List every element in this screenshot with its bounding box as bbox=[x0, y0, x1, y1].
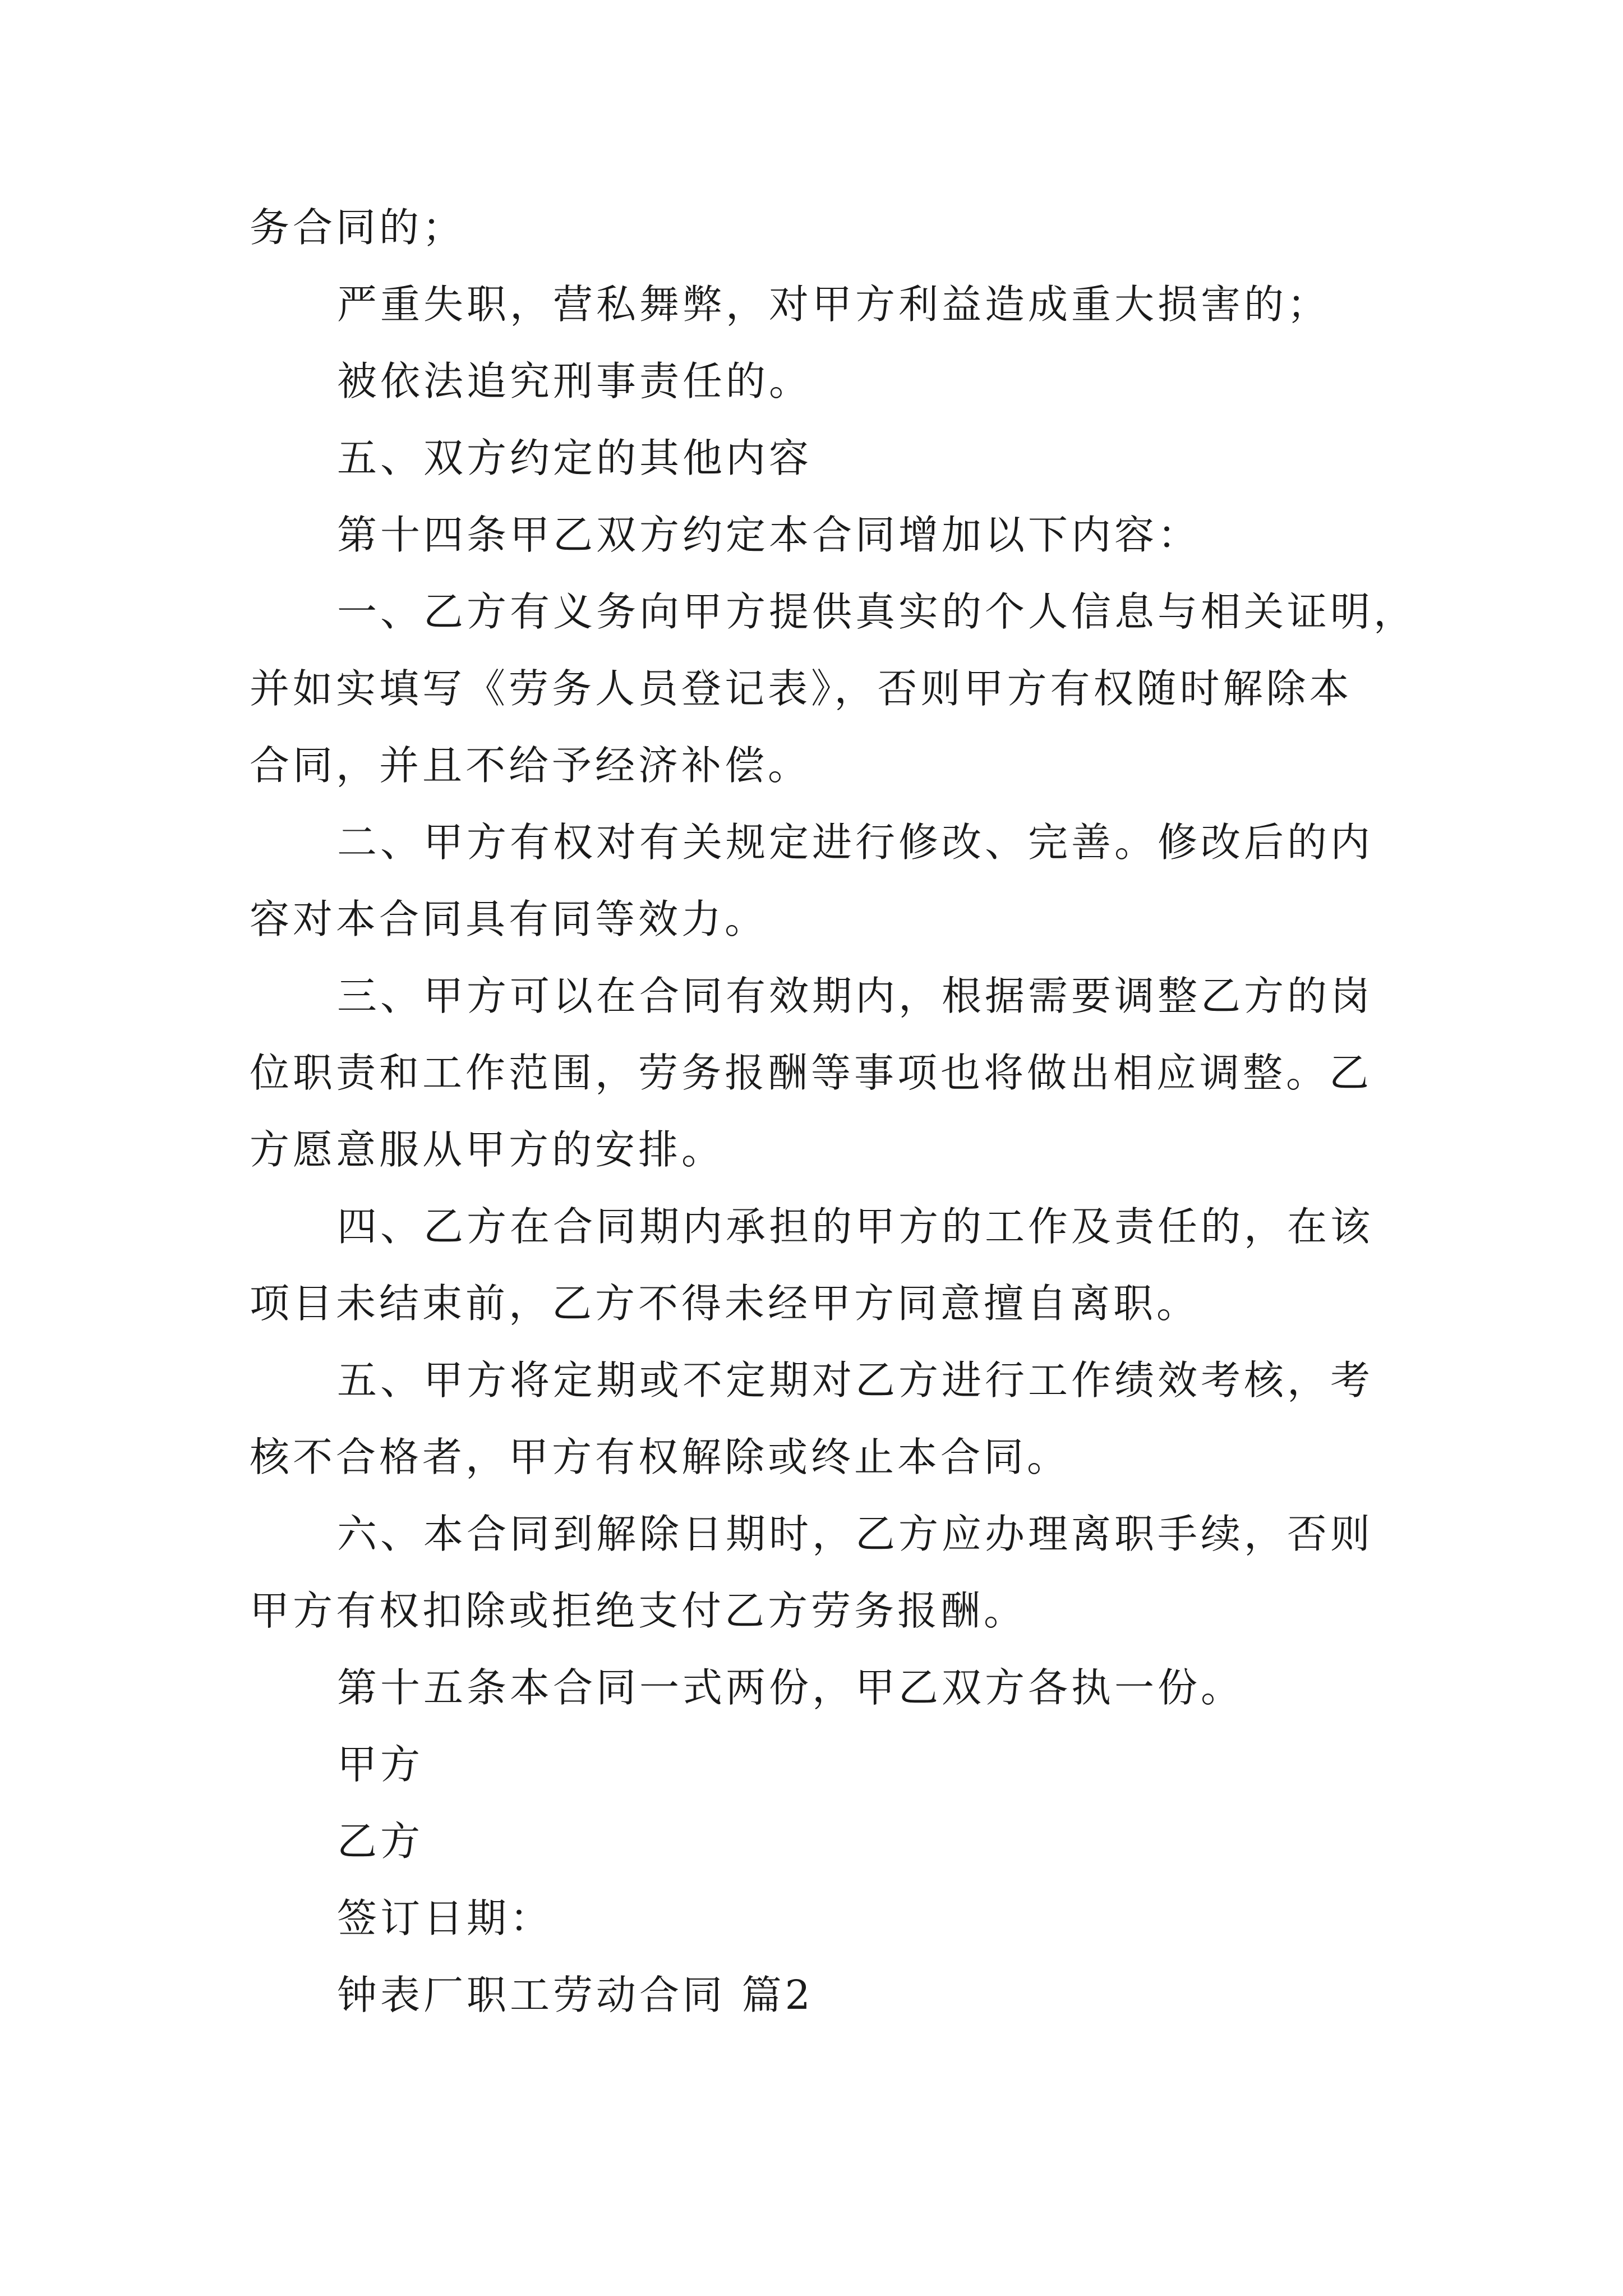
text-line: 并如实填写《劳务人员登记表》，否则甲方有权随时解除本 bbox=[250, 665, 1353, 712]
section-heading: 五、双方约定的其他内容 bbox=[337, 435, 813, 481]
party-b-label: 乙方 bbox=[337, 1818, 424, 1865]
text-line: 项目未结束前，乙方不得未经甲方同意擅自离职。 bbox=[250, 1280, 1200, 1327]
text-line: 位职责和工作范围，劳务报酬等事项也将做出相应调整。乙 bbox=[250, 1050, 1373, 1096]
text-line: 一、乙方有义务向甲方提供真实的个人信息与相关证明， bbox=[337, 588, 1417, 635]
text-line: 容对本合同具有同等效力。 bbox=[250, 896, 768, 942]
text-line: 甲方有权扣除或拒绝支付乙方劳务报酬。 bbox=[250, 1588, 1027, 1634]
text-line: 被依法追究刑事责任的。 bbox=[337, 358, 813, 404]
text-line: 务合同的； bbox=[250, 204, 466, 251]
next-section-title: 钟表厂职工劳动合同 篇2 bbox=[337, 1972, 814, 2018]
signing-date-label: 签订日期： bbox=[337, 1895, 554, 1941]
text-line: 四、乙方在合同期内承担的甲方的工作及责任的，在该 bbox=[337, 1203, 1374, 1250]
text-line: 核不合格者，甲方有权解除或终止本合同。 bbox=[250, 1434, 1071, 1480]
text-line: 合同，并且不给予经济补偿。 bbox=[250, 742, 811, 789]
text-line: 方愿意服从甲方的安排。 bbox=[250, 1126, 725, 1173]
article-line: 第十四条甲乙双方约定本合同增加以下内容： bbox=[337, 512, 1201, 558]
article-line: 第十五条本合同一式两份，甲乙双方各执一份。 bbox=[337, 1664, 1244, 1711]
party-a-label: 甲方 bbox=[337, 1741, 424, 1788]
text-line: 二、甲方有权对有关规定进行修改、完善。修改后的内 bbox=[337, 819, 1374, 866]
text-line: 三、甲方可以在合同有效期内，根据需要调整乙方的岗 bbox=[337, 973, 1374, 1019]
text-line: 严重失职，营私舞弊，对甲方利益造成重大损害的； bbox=[337, 281, 1331, 328]
text-line: 六、本合同到解除日期时，乙方应办理离职手续，否则 bbox=[337, 1511, 1374, 1557]
text-line: 五、甲方将定期或不定期对乙方进行工作绩效考核，考 bbox=[337, 1357, 1374, 1404]
